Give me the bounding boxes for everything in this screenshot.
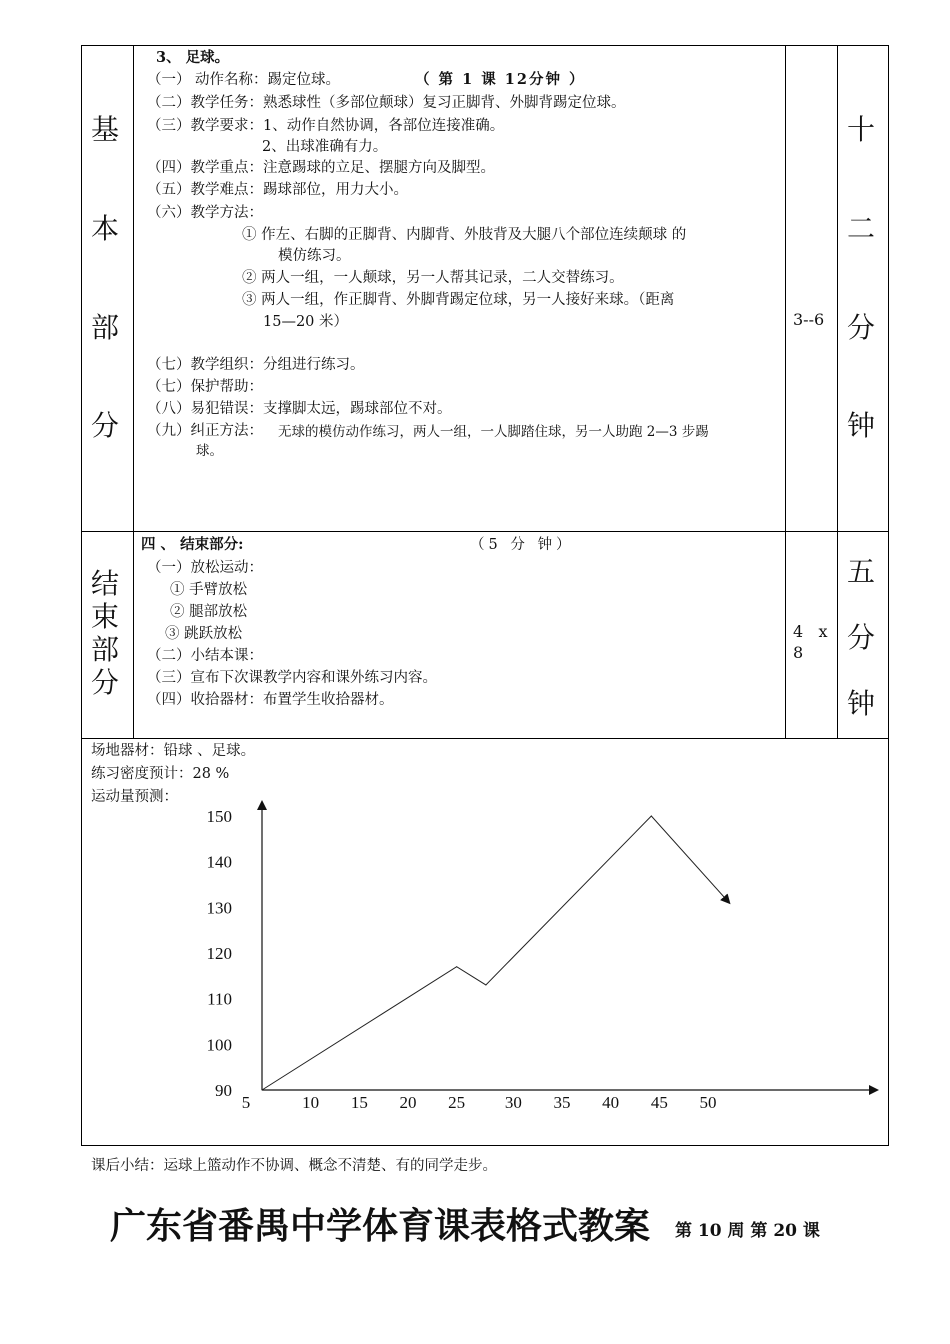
relax-jump: ③ 跳跃放松 xyxy=(165,626,243,642)
action-name: 动作名称：踢定位球。 xyxy=(195,72,340,88)
ending-time-label-2: 分 xyxy=(846,621,875,654)
series-point xyxy=(729,902,730,903)
series-point xyxy=(485,984,486,985)
teaching-organization: （七）教学组织：分组进行练习。 xyxy=(147,357,365,373)
common-errors: （八）易犯错误：支撑脚太远，踢球部位不对。 xyxy=(147,401,452,417)
relax-arms: ① 手臂放松 xyxy=(170,582,248,598)
x-tick-label: 45 xyxy=(650,1093,668,1112)
protection-help: （七）保护帮助： xyxy=(147,379,263,395)
ending-side-label-1: 结 xyxy=(90,567,119,600)
y-tick-label: 100 xyxy=(206,1035,232,1055)
equipment-collection: （四）收拾器材：布置学生收拾器材。 xyxy=(147,692,394,708)
basic-side-label-2: 本 xyxy=(90,212,119,245)
requirement-1: （三）教学要求：1、动作自然协调，各部位连接准确。 xyxy=(147,118,505,134)
ending-side-label-4: 分 xyxy=(90,666,119,699)
teaching-key: （四）教学重点：注意踢球的立足、摆腿方向及脚型。 xyxy=(147,160,495,176)
ending-side-label-2: 束 xyxy=(90,600,119,633)
y-tick-label: 90 xyxy=(215,1081,232,1100)
page-title: 广东省番禺中学体育课表格式教案 xyxy=(110,1205,651,1247)
relax-title: （一）放松运动： xyxy=(147,560,263,576)
venue-equipment: 场地器材：铅球 、足球。 xyxy=(91,743,256,759)
x-tick-label: 30 xyxy=(504,1093,522,1112)
x-tick-label: 20 xyxy=(399,1093,417,1112)
basic-time-label-4: 钟 xyxy=(846,409,875,442)
lesson-time: （ 第 1 课 12分钟 ） xyxy=(415,71,586,88)
y-tick-label: 120 xyxy=(206,944,232,963)
load-forecast-label: 运动量预测： xyxy=(91,789,178,805)
week-lesson-number: 第 10 周 第 20 课 xyxy=(675,1221,820,1241)
action-prefix: （一） xyxy=(147,72,191,88)
y-tick-label: 130 xyxy=(206,898,232,918)
after-class-summary: 课后小结：运球上篮动作不协调、概念不清楚、有的同学走步。 xyxy=(91,1158,497,1174)
basic-side-label-3: 部 xyxy=(90,311,119,344)
basic-side-label-1: 基 xyxy=(90,113,119,146)
ending-reps-a: 4 x xyxy=(793,622,828,641)
basic-time-label-2: 二 xyxy=(846,212,875,245)
x-tick-label: 25 xyxy=(448,1093,466,1112)
method-1a: ① 作左、右脚的正脚背、内脚背、外肢背及大腿八个部位连续颠球 的 xyxy=(242,227,687,243)
x-tick-label: 10 xyxy=(302,1093,320,1112)
x-tick-label: 35 xyxy=(553,1093,571,1112)
correction-prefix: （九）纠正方法： xyxy=(147,423,263,439)
x-tick-label: 15 xyxy=(350,1093,368,1112)
series-point xyxy=(651,816,652,817)
method-1b: 模仿练习。 xyxy=(278,248,351,264)
method-3a: ③ 两人一组，作正脚背、外脚背踢定位球，另一人接好来球。（距离 xyxy=(242,292,675,308)
y-tick-label: 110 xyxy=(207,989,232,1009)
lesson-summary: （二）小结本课： xyxy=(147,648,263,664)
correction-method-a: 无球的模仿动作练习，两人一组，一人脚踏住球，另一人助跑 2—3 步踢 xyxy=(278,424,709,440)
x-tick-label: 40 xyxy=(602,1093,620,1112)
series-point xyxy=(456,966,457,967)
y-tick-label: 150 xyxy=(206,807,232,826)
exercise-density: 练习密度预计：28 % xyxy=(91,766,230,782)
basic-reps: 3--6 xyxy=(793,310,825,329)
x-tick-label: 50 xyxy=(699,1093,717,1112)
basic-time-label-3: 分 xyxy=(846,311,875,344)
requirement-2: 2、出球准确有力。 xyxy=(262,139,388,155)
ending-side-label-3: 部 xyxy=(90,633,119,666)
ending-time-label-3: 钟 xyxy=(846,687,875,720)
correction-method-b: 球。 xyxy=(196,443,223,459)
ending-time-label-1: 五 xyxy=(846,555,875,588)
ending-time: （5 分 钟） xyxy=(470,537,575,553)
x-tick-label: 5 xyxy=(241,1093,251,1112)
basic-heading: 3、 足球。 xyxy=(156,49,230,66)
next-lesson-announcement: （三）宣布下次课教学内容和课外练习内容。 xyxy=(147,670,437,686)
relax-legs: ② 腿部放松 xyxy=(170,604,248,620)
series-point xyxy=(262,1090,263,1091)
method-3b: 15—20 米） xyxy=(263,314,349,330)
method-2: ② 两人一组，一人颠球，另一人帮其记录，二人交替练习。 xyxy=(242,270,624,286)
basic-time-label-1: 十 xyxy=(846,113,875,146)
teaching-task: （二）教学任务：熟悉球性（多部位颠球）复习正脚背、外脚背踢定位球。 xyxy=(147,95,626,111)
y-tick-label: 140 xyxy=(206,852,232,872)
ending-reps-b: 8 xyxy=(793,643,804,662)
methods-title: （六）教学方法： xyxy=(147,205,263,221)
ending-heading: 四 、 结束部分: xyxy=(141,536,244,553)
teaching-difficulty: （五）教学难点：踢球部位，用力大小。 xyxy=(147,182,408,198)
basic-side-label-4: 分 xyxy=(90,409,119,442)
chart-series-line xyxy=(262,816,729,1090)
